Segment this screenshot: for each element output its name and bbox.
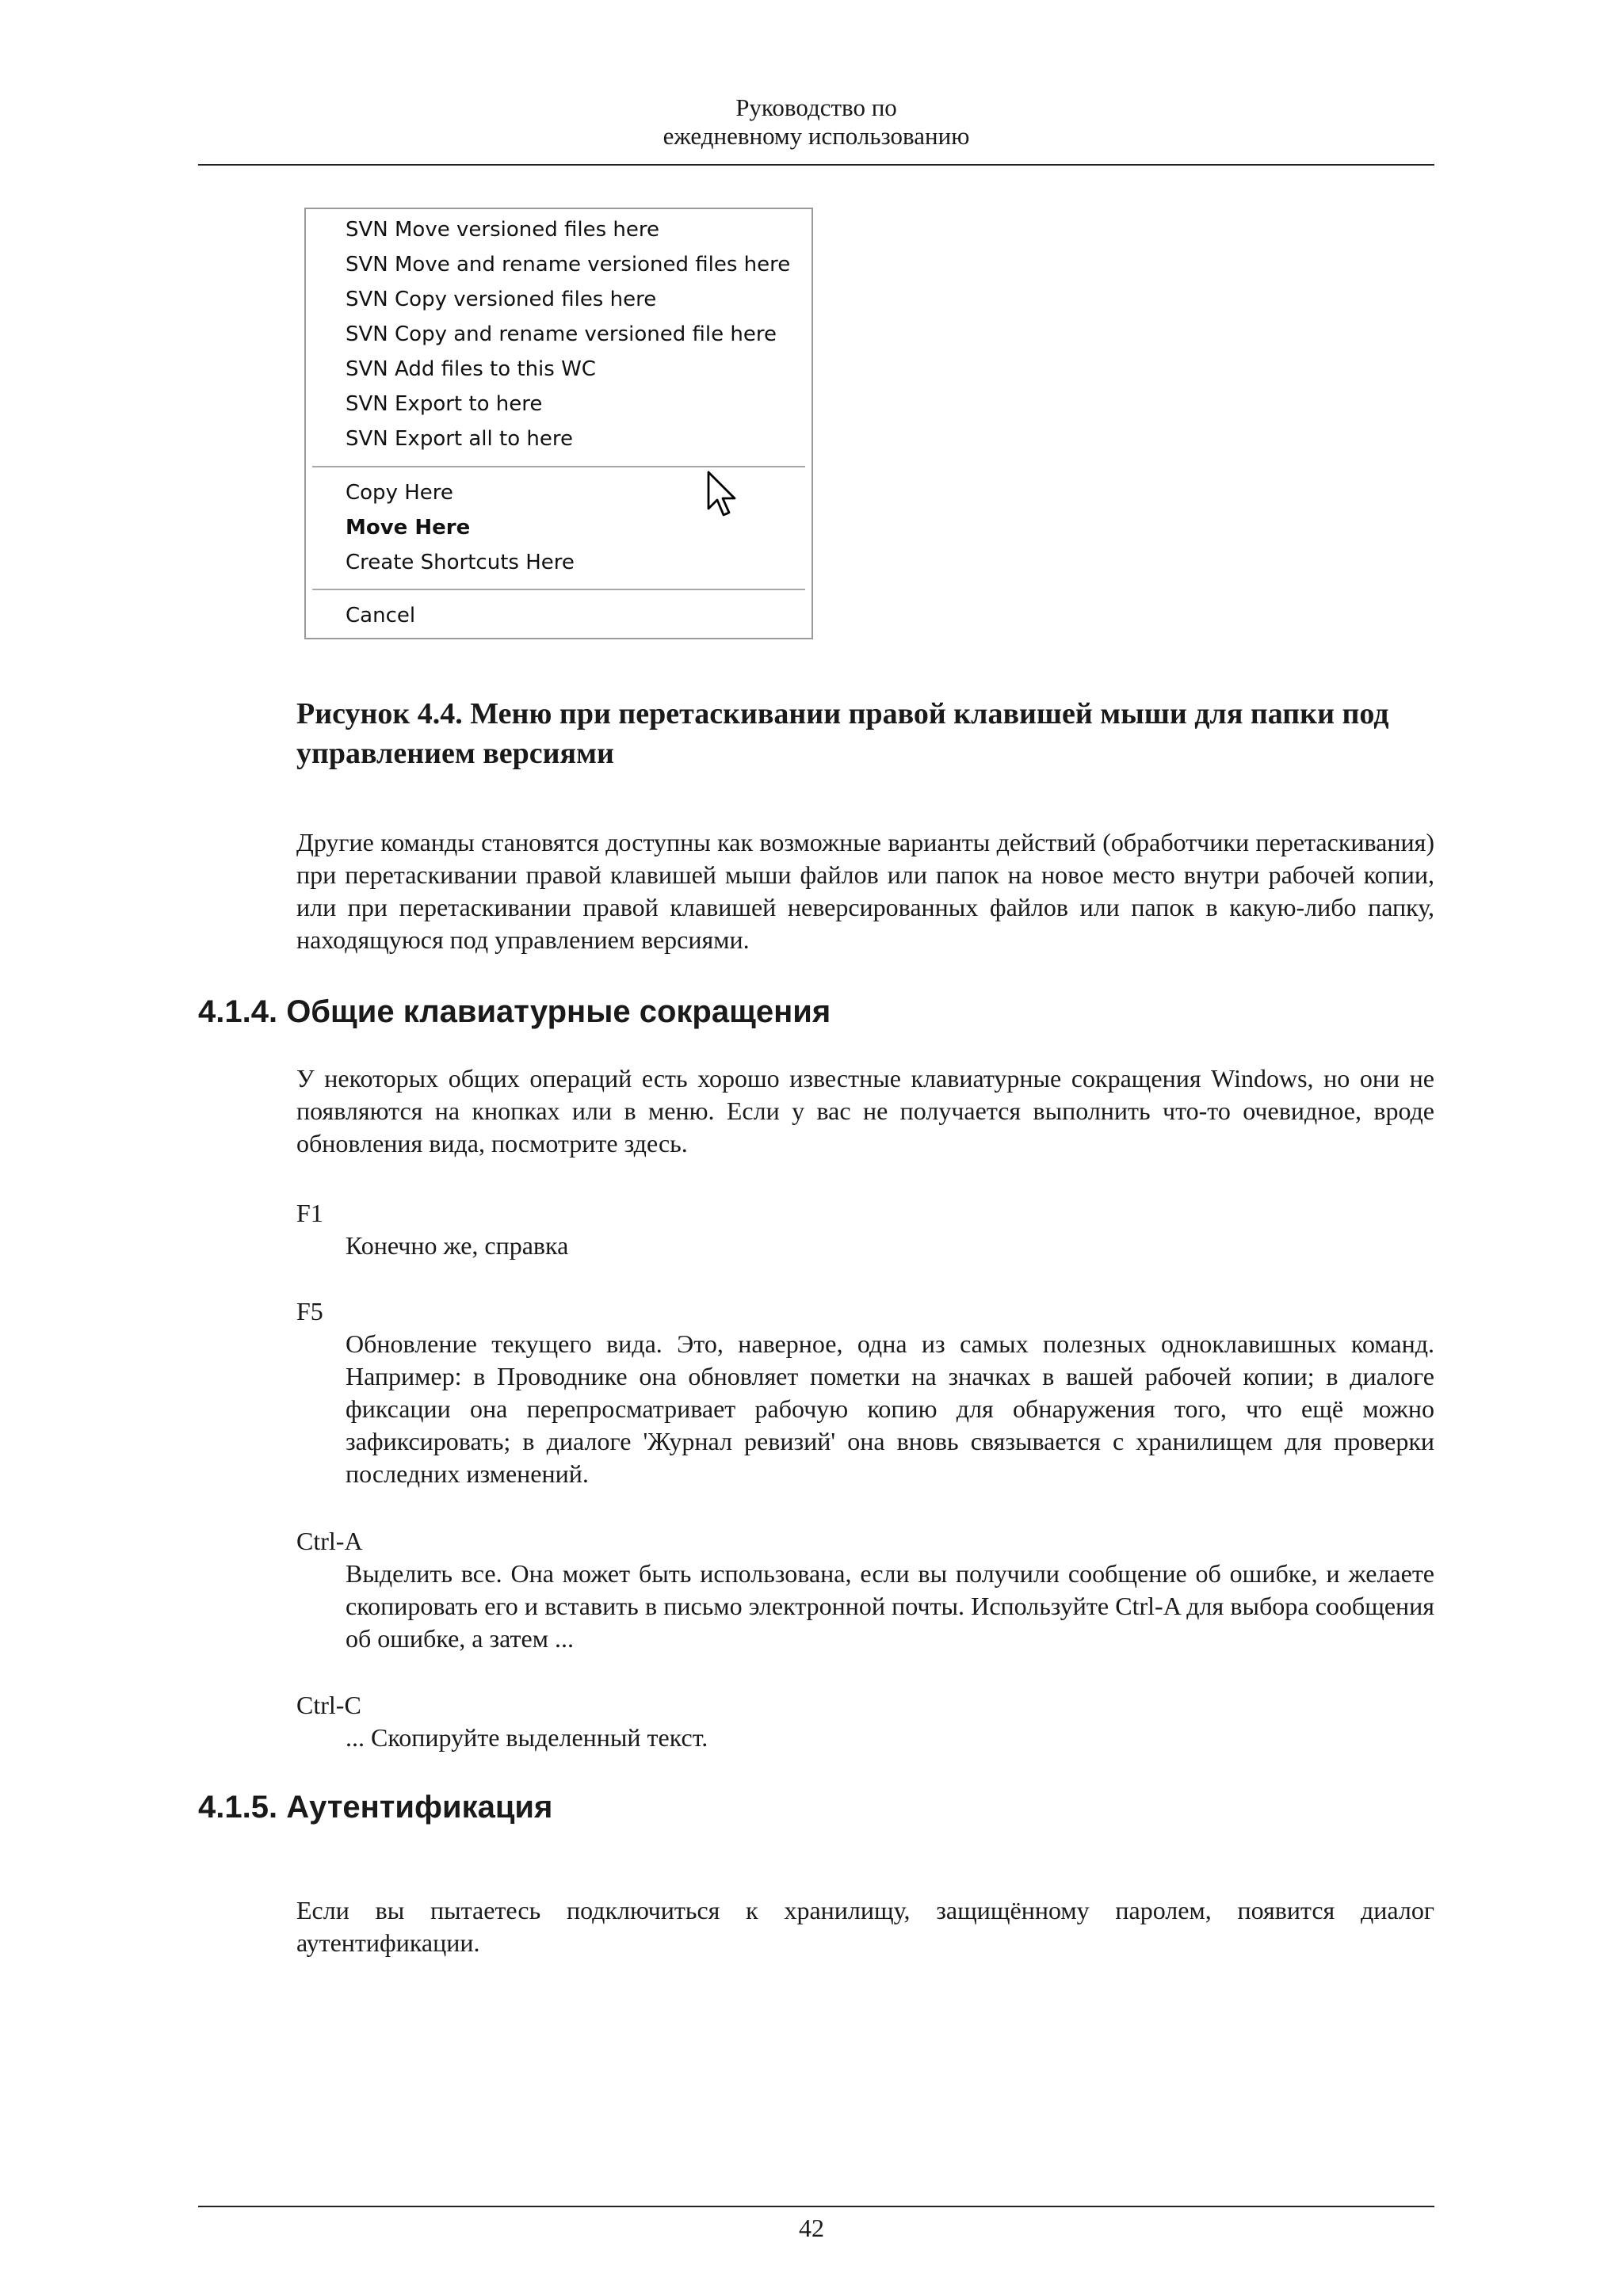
header-rule xyxy=(198,164,1434,166)
footer-rule xyxy=(198,2206,1434,2207)
menu-item-svn-copy[interactable]: SVN Copy versioned files here xyxy=(346,288,657,311)
header-line-1: Руководство по xyxy=(735,93,897,121)
page-number: 42 xyxy=(799,2214,824,2242)
shortcut-term-f1: F1 xyxy=(296,1199,323,1227)
menu-item-svn-export-all[interactable]: SVN Export all to here xyxy=(346,427,573,451)
section-heading-shortcuts: 4.1.4. Общие клавиатурные сокращения xyxy=(198,994,831,1029)
menu-item-svn-move[interactable]: SVN Move versioned files here xyxy=(346,218,659,242)
shortcut-desc-ctrl-c: ... Скопируйте выделенный текст. xyxy=(346,1723,708,1752)
section-heading-auth: 4.1.5. Аутентификация xyxy=(198,1790,553,1825)
menu-separator xyxy=(312,466,805,467)
menu-item-create-shortcuts[interactable]: Create Shortcuts Here xyxy=(346,551,575,574)
menu-item-cancel[interactable]: Cancel xyxy=(346,604,416,627)
menu-item-svn-move-rename[interactable]: SVN Move and rename versioned files here xyxy=(346,253,791,277)
menu-item-svn-copy-rename[interactable]: SVN Copy and rename versioned file here xyxy=(346,322,777,346)
menu-item-move-here[interactable]: Move Here xyxy=(346,516,471,540)
figure-caption: Рисунок 4.4. Меню при перетаскивании правой клавишей мыши для папки под управлением версиями xyxy=(296,697,1389,770)
shortcut-desc-f1: Конечно же, справка xyxy=(346,1231,569,1260)
shortcut-desc-f5: Обновление текущего вида. Это, наверное, одна из самых полезных одноклавишных команд. Например: в Проводнике она обновляет пометки на значках в вашей рабочей копии; в диалоге фиксации она перепросматривает рабочую копию для обнаружения того, что ещё можно зафиксировать; в диалоге 'Журнал ревизий' она вновь связывается с хранилищем для проверки последних изменений. xyxy=(346,1329,1434,1488)
menu-item-svn-export[interactable]: SVN Export to here xyxy=(346,392,543,416)
mouse-pointer-icon xyxy=(707,471,739,518)
paragraph-shortcuts-intro: У некоторых общих операций есть хорошо известные клавиатурные сокращения Windows, но они не появляются на кнопках или в меню. Если у вас не получается выполнить что-то очевидное, вроде обновления вида, посмотрите здесь. xyxy=(296,1064,1434,1158)
context-menu-screenshot xyxy=(304,208,813,639)
running-header xyxy=(198,93,1434,151)
menu-item-copy-here[interactable]: Copy Here xyxy=(346,481,453,505)
menu-separator xyxy=(312,589,805,590)
header-line-2: ежедневному использованию xyxy=(663,122,970,150)
paragraph-auth: Если вы пытаетесь подключиться к хранилищу, защищённому паролем, появится диалог аутентификации. xyxy=(296,1896,1434,1957)
paragraph-drag-handlers: Другие команды становятся доступны как возможные варианты действий (обработчики перетаскивания) при перетаскивании правой клавишей мыши файлов или папок на новое место внутри рабочей копии, или при перетаскивании правой клавишей неверсированных файлов или папок в какую-либо папку, находящуюся под управлением версиями. xyxy=(296,828,1434,954)
shortcut-term-f5: F5 xyxy=(296,1297,323,1325)
menu-item-svn-add[interactable]: SVN Add files to this WC xyxy=(346,357,596,381)
shortcut-term-ctrl-c: Ctrl-C xyxy=(296,1691,361,1719)
shortcut-desc-ctrl-a: Выделить все. Она может быть использована, если вы получили сообщение об ошибке, и желаете скопировать его и вставить в письмо электронной почты. Используйте Ctrl-A для выбора сообщения об ошибке, а затем ... xyxy=(346,1559,1434,1653)
shortcut-term-ctrl-a: Ctrl-A xyxy=(296,1527,363,1555)
